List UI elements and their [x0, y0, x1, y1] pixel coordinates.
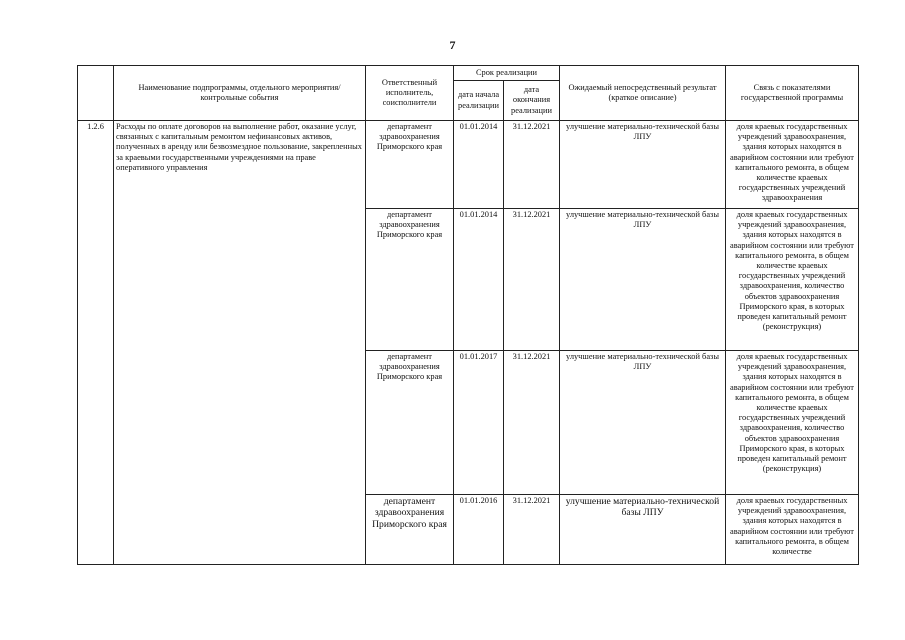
header-number [78, 66, 114, 121]
program-table [77, 65, 859, 565]
start-date-cell: 01.01.2017 [454, 351, 504, 495]
link-cell-text: доля краевых государственных учреждений здравоохранения, здания которых находятся в аварийном состоянии или требуют капитального ремонта, в общем количестве [730, 496, 854, 557]
table-row [78, 121, 859, 209]
link-cell: доля краевых государственных учреждений здравоохранения, здания которых находятся в аварийном состоянии или требуют капитального ремонта, в общем количестве краевых государственных учреждений здравоохранения [726, 121, 859, 209]
header-name: Наименование подпрограммы, отдельного мероприятия/контрольные события [114, 66, 366, 121]
item-name: Расходы по оплате договоров на выполнение работ, оказание услуг, связанных с капитальным ремонтом нефинансовых активов, полученных в аренду или безвозмездное пользование, закрепленных за краевыми государственными учреждениями на праве оперативного управления [114, 121, 366, 565]
start-date-cell: 01.01.2014 [454, 209, 504, 351]
end-date-cell: 31.12.2021 [504, 121, 560, 209]
end-date-cell: 31.12.2021 [504, 495, 560, 565]
end-date-cell: 31.12.2021 [504, 209, 560, 351]
result-cell: улучшение материально-технической базы ЛПУ [560, 209, 726, 351]
page-number: 7 [449, 38, 456, 52]
header-responsible: Ответственный исполнитель, соисполнители [366, 66, 454, 121]
result-cell: улучшение материально-технической базы ЛПУ [560, 121, 726, 209]
header-link: Связь с показателями государственной программы [726, 66, 859, 121]
start-date-cell: 01.01.2016 [454, 495, 504, 565]
header-result: Ожидаемый непосредственный результат (краткое описание) [560, 66, 726, 121]
end-date-cell: 31.12.2021 [504, 351, 560, 495]
item-number: 1.2.6 [78, 121, 114, 565]
header-end: дата окончания реализации [504, 81, 560, 121]
responsible-cell: департамент здравоохранения Приморского края [366, 495, 454, 565]
header-term: Срок реализации [454, 66, 560, 81]
responsible-cell: департамент здравоохранения Приморского края [366, 351, 454, 495]
header-start: дата начала реализации [454, 81, 504, 121]
link-cell [726, 495, 859, 565]
link-cell: доля краевых государственных учреждений здравоохранения, здания которых находятся в аварийном состоянии или требуют капитального ремонта, в общем количестве краевых государственных учреждений здравоохранения, количество объектов здравоохранения Приморского края, в которых проведен капитальный ремонт (реконструкция) [726, 209, 859, 351]
result-cell: улучшение материально-технической базы ЛПУ [560, 351, 726, 495]
start-date-cell: 01.01.2014 [454, 121, 504, 209]
result-cell: улучшение материально-технической базы ЛПУ [560, 495, 726, 565]
responsible-cell: департамент здравоохранения Приморского края [366, 121, 454, 209]
responsible-cell: департамент здравоохранения Приморского края [366, 209, 454, 351]
link-cell: доля краевых государственных учреждений здравоохранения, здания которых находятся в аварийном состоянии или требуют капитального ремонта, в общем количестве краевых государственных учреждений здравоохранения, количество объектов здравоохранения Приморского края, в которых проведен капитальный ремонт (реконструкция) [726, 351, 859, 495]
